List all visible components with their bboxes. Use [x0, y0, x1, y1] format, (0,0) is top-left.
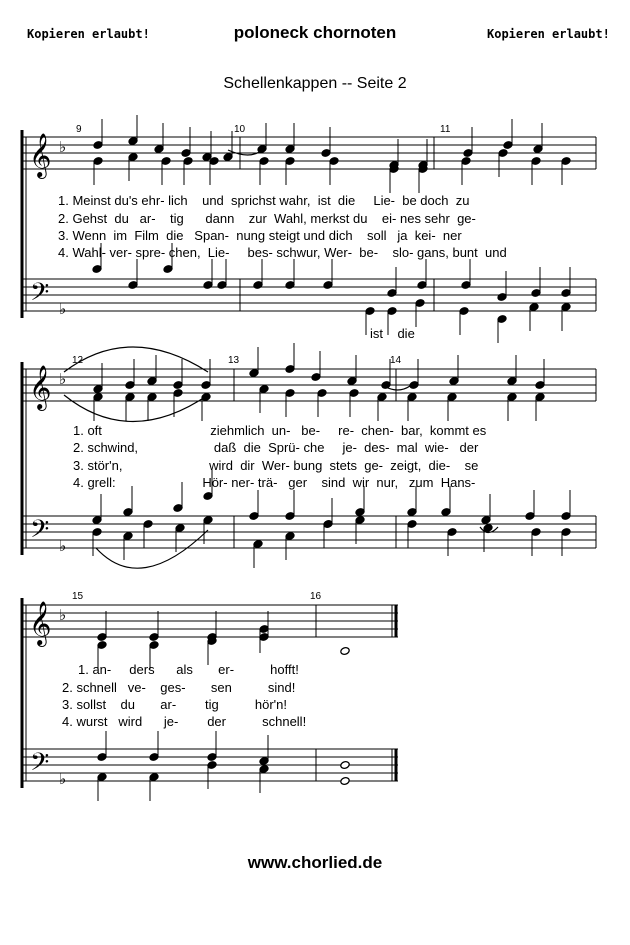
staff-bass-1 — [22, 279, 596, 311]
lyric-line: 3. sollst du ar- tig hör'n! — [62, 697, 288, 712]
copy-note-right: Kopieren erlaubt! — [487, 27, 610, 41]
measure-number: 16 — [310, 591, 322, 602]
slur-2 — [64, 395, 208, 422]
measure-number: 13 — [228, 355, 240, 366]
bass-lyric: ist die — [370, 326, 415, 341]
flat-icon: ♭ — [59, 770, 67, 788]
staff-treble-3 — [22, 605, 398, 637]
lyric-line: 3. stör'n, wird dir Wer- bung stets ge- zeigt, die- se — [73, 458, 479, 473]
lyric-line: 1. an- ders als er- hofft! — [78, 662, 299, 677]
footer-url: www.chorlied.de — [247, 853, 383, 872]
measure-number: 9 — [76, 124, 82, 135]
page-title: poloneck chornoten — [233, 23, 397, 42]
measure-number: 15 — [72, 591, 84, 602]
note-head — [340, 647, 350, 656]
treble-clef-icon: 𝄞 — [29, 601, 52, 645]
measure-number: 10 — [234, 124, 246, 135]
treble-clef-icon: 𝄞 — [29, 365, 52, 409]
lyric-line: 4. Wahl- ver- spre- chen, Lie- bes- schwur, Wer- be- slo- gans, bunt und — [58, 245, 507, 260]
lyric-line: 2. Gehst du ar- tig dann zur Wahl, merkst du ei- nes sehr ge- — [58, 211, 476, 226]
note-head — [340, 777, 350, 786]
lyric-line: 4. grell: Hör- ner- trä- ger sind wir nur, zum Hans- — [73, 475, 476, 490]
copy-note-left: Kopieren erlaubt! — [27, 27, 150, 41]
bass-clef-icon: 𝄢 — [30, 515, 50, 550]
song-subtitle: Schellenkappen -- Seite 2 — [223, 75, 407, 92]
flat-icon: ♭ — [59, 537, 67, 555]
lyric-line: 3. Wenn im Film die Span- nung steigt und dich soll ja kei- ner — [58, 228, 462, 243]
lyric-line: 1. Meinst du's ehr- lich und sprichst wahr, ist die Lie- be doch zu — [58, 193, 470, 208]
note-head — [340, 761, 350, 770]
lyric-line: 1. oft ziehmlich un- be- re- chen- bar, kommt es — [73, 423, 487, 438]
lyric-line: 4. wurst wird je- der schnell! — [62, 714, 307, 729]
flat-icon: ♭ — [59, 300, 67, 318]
measure-number: 14 — [390, 355, 402, 366]
flat-icon: ♭ — [59, 370, 67, 388]
lyric-line: 2. schnell ve- ges- sen sind! — [62, 680, 296, 695]
slur-1 — [64, 347, 208, 372]
bass-clef-icon: 𝄢 — [30, 278, 50, 313]
measure-number: 11 — [440, 124, 451, 135]
flat-icon: ♭ — [59, 606, 67, 624]
bass-clef-icon: 𝄢 — [30, 748, 50, 783]
slur-3 — [96, 530, 208, 568]
lyric-line: 2. schwind, daß die Sprü- che je- des- mal wie- der — [73, 440, 479, 455]
measure-number: 12 — [72, 355, 84, 366]
treble-clef-icon: 𝄞 — [29, 133, 52, 177]
staff-bass-2 — [22, 516, 596, 548]
flat-icon: ♭ — [59, 138, 67, 156]
